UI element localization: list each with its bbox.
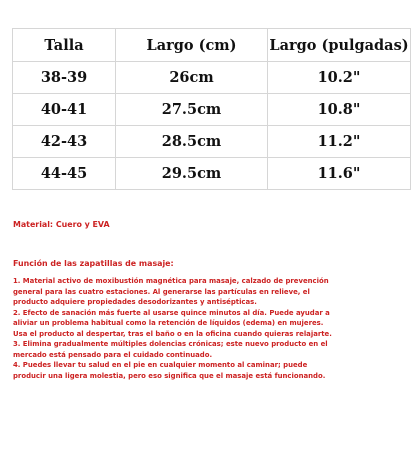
length-inch-cell: 11.6" — [268, 158, 411, 190]
function-line: Usa el producto al despertar, tras el baño o en la oficina cuando quieras relajarte. — [13, 329, 332, 338]
table-row — [13, 62, 411, 94]
material-text: Material: Cuero y EVA — [13, 220, 110, 229]
length-cm-cell: 27.5cm — [116, 94, 268, 126]
function-line: producto adquiere propiedades desodorizantes y antisépticas. — [13, 298, 257, 306]
length-cm-cell: 29.5cm — [116, 158, 268, 190]
header-largo-pulgadas: Largo (pulgadas) — [268, 29, 411, 62]
table-header-row — [13, 29, 411, 62]
table-row — [13, 158, 411, 190]
size-cell: 38-39 — [13, 62, 116, 94]
length-inch-cell: 10.8" — [268, 94, 411, 126]
length-inch-cell: 11.2" — [268, 126, 411, 158]
size-cell: 40-41 — [13, 94, 116, 126]
length-cm-cell: 26cm — [116, 62, 268, 94]
size-chart-table — [12, 28, 411, 190]
header-largo-cm: Largo (cm) — [116, 29, 268, 62]
function-line: general para las cuatro estaciones. Al generarse las partículas en relieve, el — [13, 287, 310, 296]
table-row — [13, 94, 411, 126]
function-line: 2. Efecto de sanación más fuerte al usarse quince minutos al día. Puede ayudar a — [13, 308, 330, 317]
function-line: 1. Material activo de moxibustión magnética para masaje, calzado de prevención — [13, 277, 329, 285]
header-talla: Talla — [13, 29, 116, 62]
function-description — [13, 276, 413, 381]
function-line: 4. Puedes llevar tu salud en el pie en cualquier momento al caminar; puede — [13, 361, 308, 369]
function-line: aliviar un problema habitual como la retención de líquidos (edema) en mujeres. — [13, 319, 324, 327]
size-cell: 44-45 — [13, 158, 116, 190]
length-inch-cell: 10.2" — [268, 62, 411, 94]
function-heading: Función de las zapatillas de masaje: — [13, 259, 174, 268]
function-line: 3. Elimina gradualmente múltiples dolencias crónicas; este nuevo producto en el — [13, 340, 328, 348]
function-line: mercado está pensado para el cuidado continuado. — [13, 350, 213, 359]
size-cell: 42-43 — [13, 126, 116, 158]
function-line: producir una ligera molestia, pero eso significa que el masaje está funcionando. — [13, 371, 326, 380]
length-cm-cell: 28.5cm — [116, 126, 268, 158]
table-row — [13, 126, 411, 158]
